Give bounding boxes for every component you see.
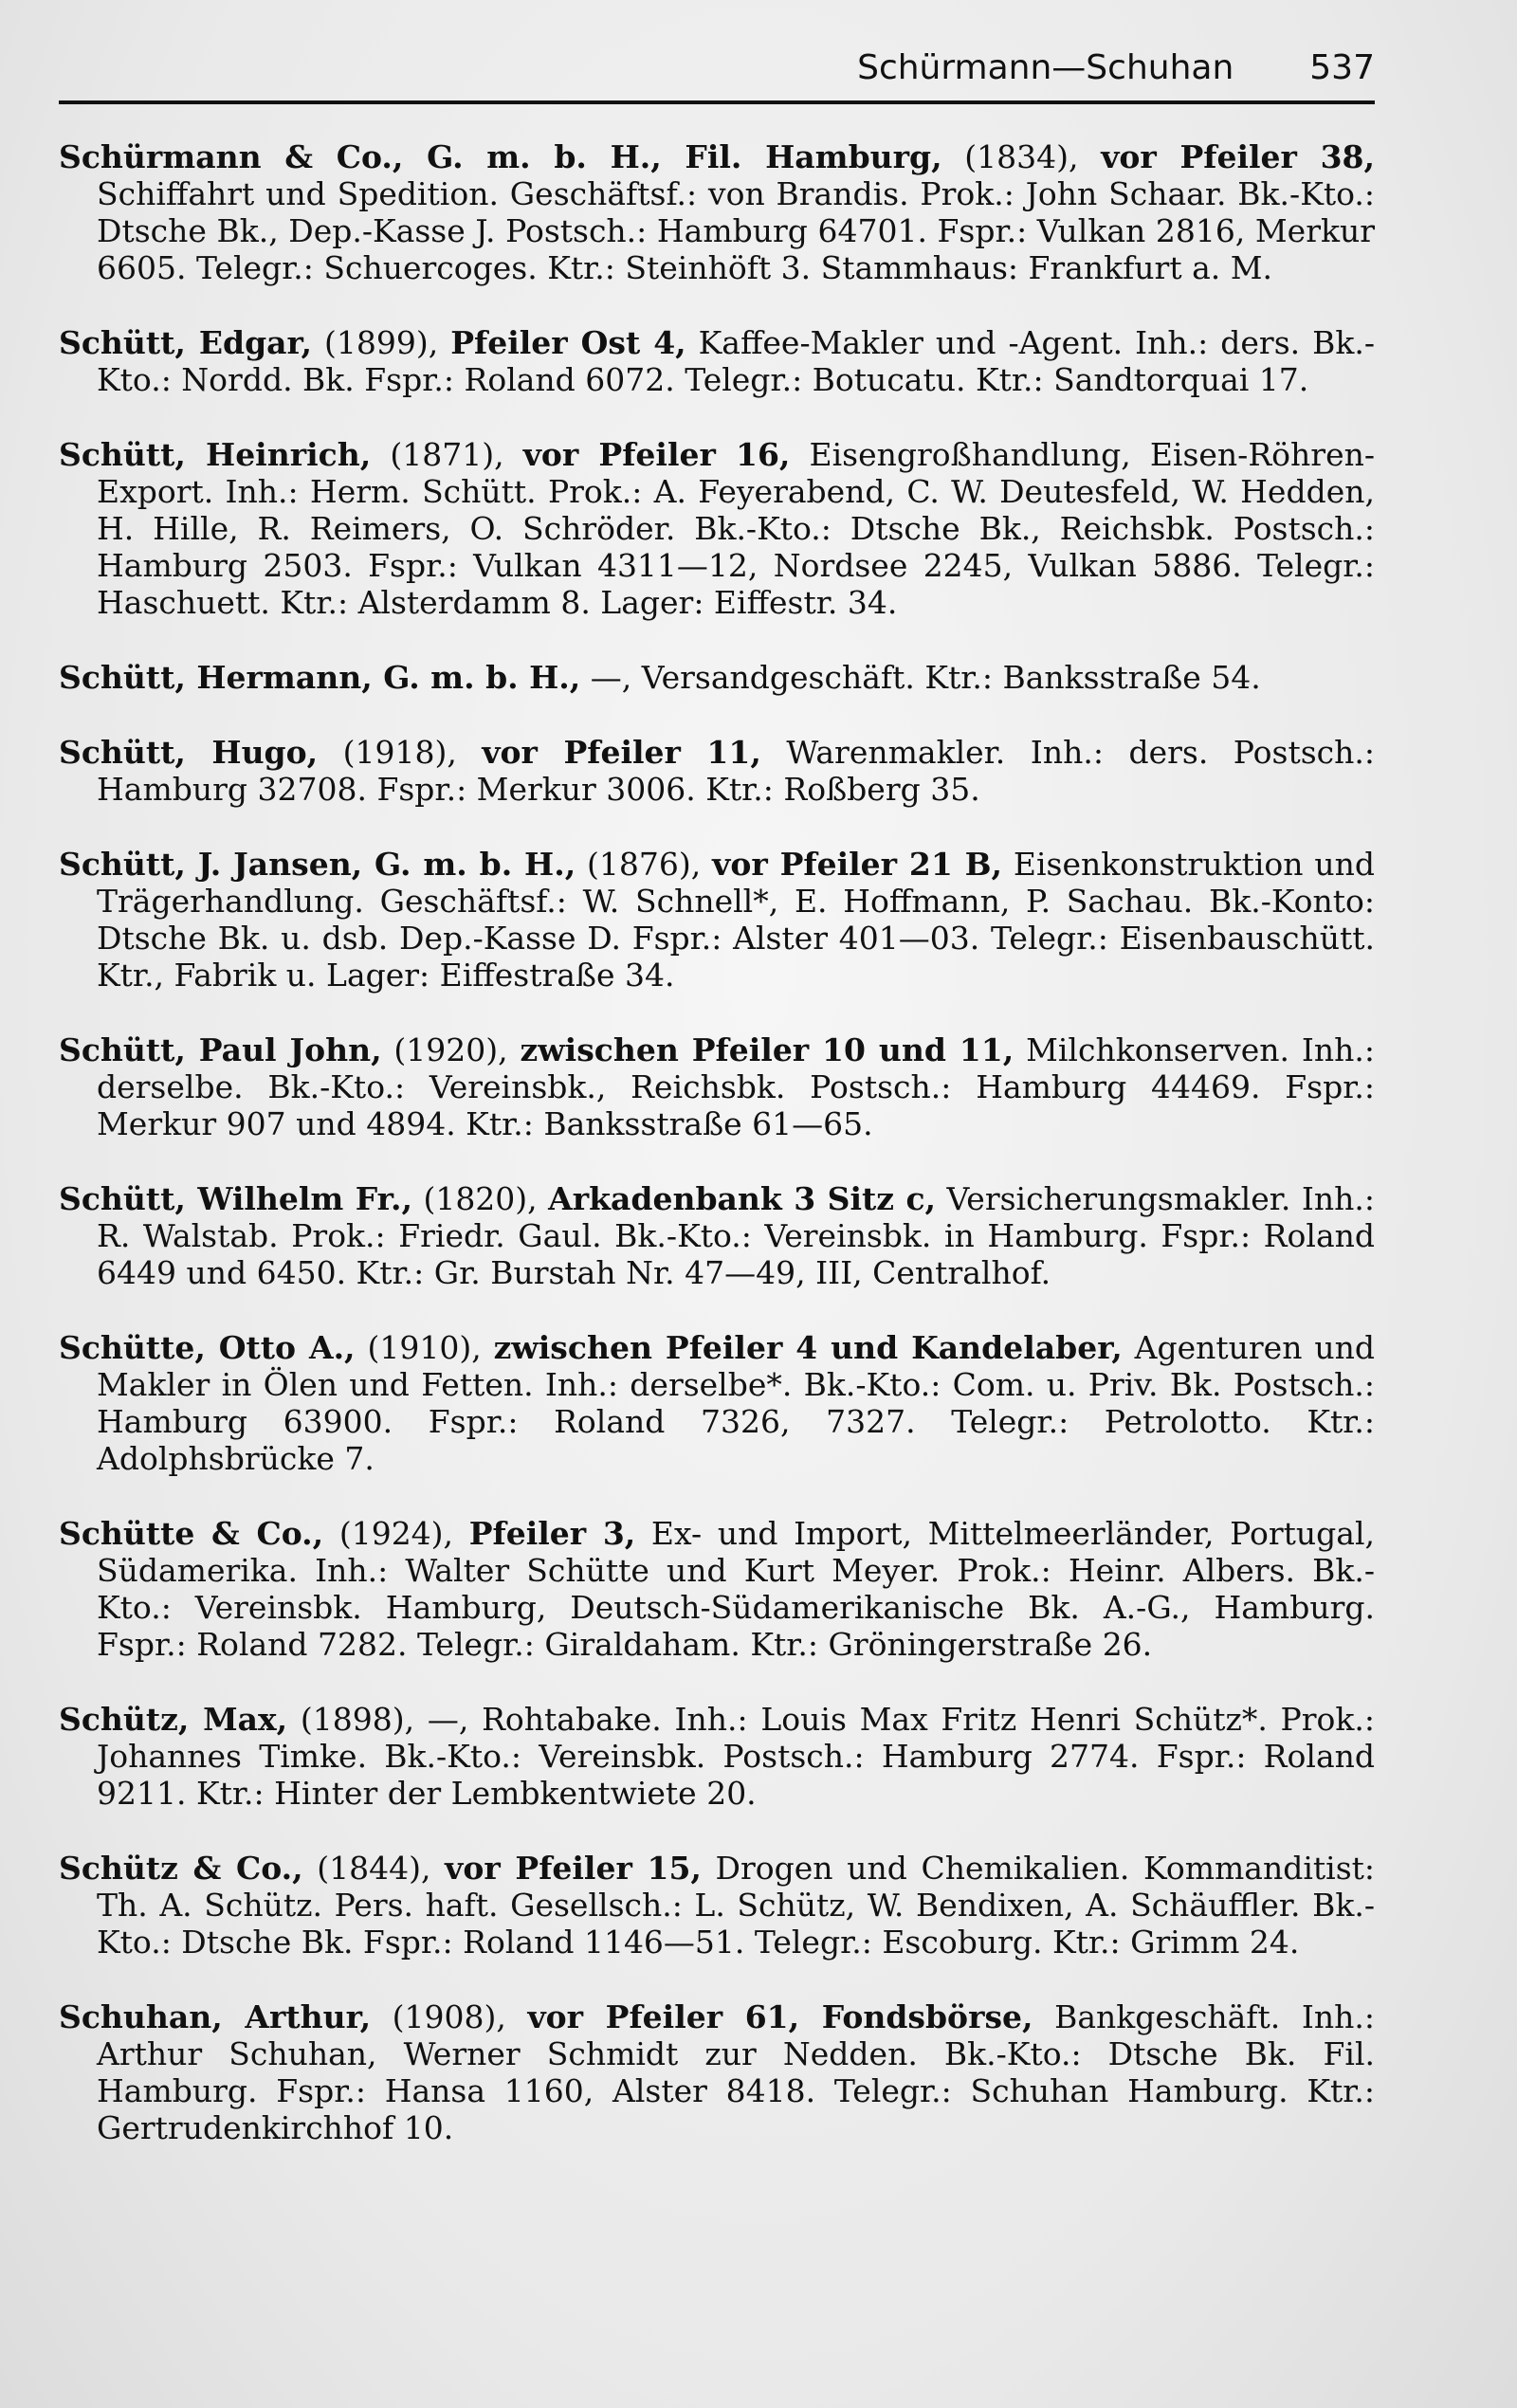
directory-entry [59,659,1375,696]
entry-year: —, [580,659,642,696]
directory-entry [59,138,1375,286]
directory-entry [59,846,1375,994]
entry-name: Schürmann & Co., G. m. b. H., Fil. Hamburg, [59,138,942,175]
entry-details: Ex- und Import, Mittelmeerländer, Portugal, Südamerika. Inh.: Walter Schütte und Kurt Meyer. Prok.: Heinr. Albers. Bk.-Kto.: Vereinsbk. Hamburg, Deutsch-Südamerikanische Bk. A.-G., Hamburg. Fspr.: Roland 7282. Telegr.: Giraldaham. Ktr.: Gröningerstraße 26. [97,1515,1375,1663]
entry-details: Rohtabake. Inh.: Louis Max Fritz Henri Schütz*. Prok.: Johannes Timke. Bk.-Kto.: Vereinsbk. Postsch.: Hamburg 2774. Fspr.: Roland 9211. Ktr.: Hinter der Lembkentwiete 20. [97,1701,1376,1812]
entry-list [59,138,1375,2146]
entry-location: vor Pfeiler 11, [482,734,761,771]
entry-year: (1844), [302,1850,446,1887]
entry-year: (1899), [312,324,451,361]
directory-entry [59,1329,1375,1477]
header-rule [59,100,1375,104]
entry-details: Drogen und Chemikalien. Kommanditist: Th. A. Schütz. Pers. haft. Gesellsch.: L. Schütz, W. Bendixen, A. Schäuffler. Bk.-Kto.: Dtsche Bk. Fspr.: Roland 1146—51. Telegr.: Escoburg. Ktr.: Grimm 24. [97,1850,1376,1961]
entry-name: Schütt, J. Jansen, G. m. b. H., [59,846,576,883]
directory-entry [59,734,1375,808]
entry-name: Schütt, Paul John, [59,1031,382,1068]
directory-entry [59,1701,1375,1812]
entry-details: Schiffahrt und Spedition. Geschäftsf.: von Brandis. Prok.: John Schaar. Bk.-Kto.: Dtsche Bk., Dep.-Kasse J. Postsch.: Hamburg 64701. Fspr.: Vulkan 2816, Merkur 6605. Telegr.: Schuercoges. Ktr.: Steinhöft 3. Stammhaus: Frankfurt a. M. [97,175,1375,286]
entry-name: Schütt, Wilhelm Fr., [59,1180,412,1217]
entry-year: (1924), [323,1515,469,1552]
entry-name: Schütt, Heinrich, [59,436,372,473]
running-head [59,47,1375,89]
entry-details: Bankgeschäft. Inh.: Arthur Schuhan, Werner Schmidt zur Nedden. Bk.-Kto.: Dtsche Bk. Fil. Hamburg. Fspr.: Hansa 1160, Alster 8418. Telegr.: Schuhan Hamburg. Ktr.: Gertrudenkirchhof 10. [97,1998,1376,2146]
entry-year: (1876), [576,846,713,883]
entry-location: Pfeiler Ost 4, [450,324,686,361]
entry-year: (1898), —, [287,1701,483,1738]
directory-entry [59,1515,1375,1663]
entry-name: Schütt, Edgar, [59,324,313,361]
entry-location: zwischen Pfeiler 4 und Kandelaber, [493,1329,1123,1366]
entry-name: Schütte, Otto A., [59,1329,356,1366]
entry-name: Schütt, Hermann, G. m. b. H., [59,659,581,696]
entry-details: Agenturen und Makler in Ölen und Fetten. Inh.: derselbe*. Bk.-Kto.: Com. u. Priv. Bk. Postsch.: Hamburg 63900. Fspr.: Roland 7326, 7327. Telegr.: Petrolotto. Ktr.: Adolphsbrücke 7. [97,1329,1376,1477]
entry-name: Schütz & Co., [59,1850,303,1887]
entry-year: (1834), [941,138,1102,175]
directory-entry [59,1031,1375,1142]
directory-entry [59,436,1375,621]
entry-details: Eisengroßhandlung, Eisen-Röhren-Export. Inh.: Herm. Schütt. Prok.: A. Feyerabend, C. W. Deutesfeld, W. Hedden, H. Hille, R. Reimers, O. Schröder. Bk.-Kto.: Dtsche Bk., Reichsbk. Postsch.: Hamburg 2503. Fspr.: Vulkan 4311—12, Nordsee 2245, Vulkan 5886. Telegr.: Haschuett. Ktr.: Alsterdamm 8. Lager: Eiffestr. 34. [97,436,1376,621]
entry-year: (1918), [318,734,483,771]
directory-entry [59,324,1375,398]
entry-name: Schütz, Max, [59,1701,288,1738]
running-head-title: Schürmann—Schuhan [857,48,1234,87]
entry-name: Schütt, Hugo, [59,734,319,771]
entry-details: Eisenkonstruktion und Trägerhandlung. Geschäftsf.: W. Schnell*, E. Hoffmann, P. Sachau. Bk.-Konto: Dtsche Bk. u. dsb. Dep.-Kasse D. Fspr.: Alster 401—03. Telegr.: Eisenbauschütt. Ktr., Fabrik u. Lager: Eiffestraße 34. [97,846,1376,994]
entry-details: Versandgeschäft. Ktr.: Banksstraße 54. [641,659,1261,696]
entry-details: Versicherungsmakler. Inh.: R. Walstab. Prok.: Friedr. Gaul. Bk.-Kto.: Vereinsbk. in Hamburg. Fspr.: Roland 6449 und 6450. Ktr.: Gr. Burstah Nr. 47—49, III, Centralhof. [97,1180,1375,1291]
entry-name: Schuhan, Arthur, [59,1998,372,2035]
entry-name: Schütte & Co., [59,1515,324,1552]
page-number: 537 [1309,48,1375,87]
entry-year: (1908), [371,1998,528,2035]
entry-details: Milchkonserven. Inh.: derselbe. Bk.-Kto.: Vereinsbk., Reichsbk. Postsch.: Hamburg 44469. Fspr.: Merkur 907 und 4894. Ktr.: Banksstraße 61—65. [97,1031,1375,1142]
entry-year: (1820), [411,1180,549,1217]
entry-year: (1920), [381,1031,521,1068]
entry-location: Pfeiler 3, [468,1515,636,1552]
entry-location: Arkadenbank 3 Sitz c, [548,1180,937,1217]
entry-details: Kaffee-Makler und -Agent. Inh.: ders. Bk.-Kto.: Nordd. Bk. Fspr.: Roland 6072. Telegr.: Botucatu. Ktr.: Sandtorquai 17. [97,324,1375,398]
entry-location: vor Pfeiler 61, Fondsbörse, [527,1998,1033,2035]
entry-year: (1871), [371,436,523,473]
entry-location: vor Pfeiler 38, [1101,138,1376,175]
entry-year: (1910), [355,1329,494,1366]
directory-entry [59,1850,1375,1961]
entry-details: Warenmakler. Inh.: ders. Postsch.: Hamburg 32708. Fspr.: Merkur 3006. Ktr.: Roßberg 35. [97,734,1376,808]
entry-location: zwischen Pfeiler 10 und 11, [520,1031,1014,1068]
directory-entry [59,1998,1375,2146]
entry-location: vor Pfeiler 21 B, [712,846,1003,883]
directory-entry [59,1180,1375,1291]
entry-location: vor Pfeiler 15, [445,1850,702,1887]
entry-location: vor Pfeiler 16, [522,436,791,473]
